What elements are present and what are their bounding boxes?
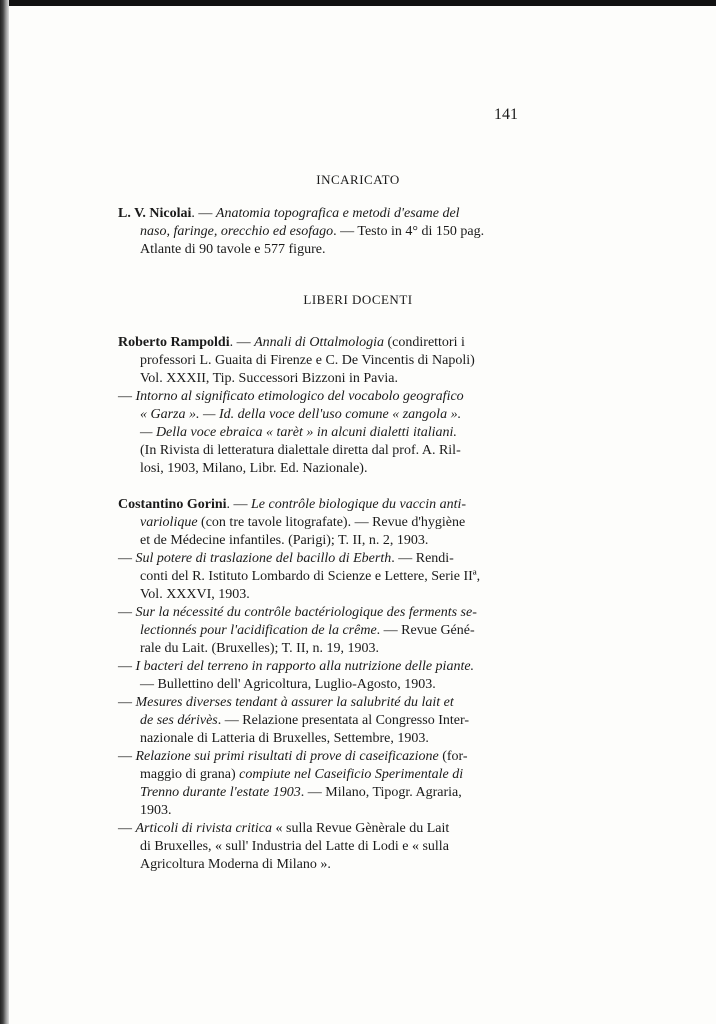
text-segment: di Bruxelles, « sull' Industria del Latte di Lodi e « sulla bbox=[140, 839, 449, 854]
text-segment: — bbox=[118, 551, 136, 566]
text-line bbox=[140, 730, 429, 748]
title-text: I bacteri del terreno in rapporto alla nutrizione delle piante. bbox=[135, 659, 475, 674]
text-segment: . — bbox=[191, 206, 216, 221]
text-line bbox=[140, 424, 457, 442]
text-segment: Vol. XXXII, Tip. Successori Bizzoni in Pavia. bbox=[140, 371, 398, 386]
text-segment: conti del R. Istituto Lombardo di Scienze e Lettere, Serie IIª, bbox=[140, 569, 481, 584]
text-line bbox=[140, 802, 172, 820]
text-segment: professori L. Guaita di Firenze e C. De Vincentis di Napoli) bbox=[140, 353, 475, 368]
text-segment: rale du Lait. (Bruxelles); T. II, n. 19, 1903. bbox=[140, 641, 379, 656]
text-segment: 1903. bbox=[140, 803, 172, 818]
text-line bbox=[140, 856, 331, 874]
title-text: Sur la nécessité du contrôle bactériologique des ferments se- bbox=[135, 605, 477, 620]
title-text: Relazione sui primi risultati di prove di caseificazione bbox=[135, 749, 439, 764]
text-segment: — bbox=[118, 821, 136, 836]
section-heading-liberi-docenti: LIBERI DOCENTI bbox=[303, 292, 413, 307]
text-line bbox=[140, 766, 463, 784]
title-text: Le contrôle biologique du vaccin anti- bbox=[251, 497, 467, 512]
text-line bbox=[118, 550, 454, 568]
text-line bbox=[140, 838, 449, 856]
text-segment: . — Testo in 4° di 150 pag. bbox=[333, 224, 485, 239]
text-line bbox=[140, 370, 398, 388]
title-text: Sul potere di traslazione del bacillo di Eberth bbox=[135, 551, 392, 566]
page-number: 141 bbox=[494, 106, 518, 123]
text-segment: Vol. XXXVI, 1903. bbox=[140, 587, 250, 602]
text-line bbox=[118, 496, 466, 514]
text-segment: — Bullettino dell' Agricoltura, Luglio-Agosto, 1903. bbox=[140, 677, 436, 692]
title-text: Anatomia topografica e metodi d'esame del bbox=[215, 206, 460, 221]
text-segment: — bbox=[118, 695, 136, 710]
text-line bbox=[140, 676, 436, 694]
title-text: naso, faringe, orecchio ed esofago bbox=[140, 224, 334, 239]
text-segment: « sulla Revue Gènèrale du Lait bbox=[272, 821, 450, 836]
title-text: « Garza ». — Id. della voce dell'uso comune « zangola ». bbox=[140, 407, 462, 422]
text-line bbox=[140, 223, 484, 241]
text-segment: — bbox=[118, 749, 136, 764]
text-segment: — bbox=[118, 389, 136, 404]
text-segment: . — Rendi- bbox=[391, 551, 454, 566]
title-text: Articoli di rivista critica bbox=[135, 821, 272, 836]
text-line bbox=[140, 241, 325, 259]
text-segment: (condirettori i bbox=[384, 335, 465, 350]
title-text: Intorno al significato etimologico del vocabolo geografico bbox=[135, 389, 464, 404]
text-segment: . — Relazione presentata al Congresso Inter- bbox=[217, 713, 470, 728]
text-segment: maggio di grana) bbox=[140, 767, 240, 782]
text-segment: nazionale di Latteria di Bruxelles, Settembre, 1903. bbox=[140, 731, 429, 746]
scan-top-border bbox=[0, 0, 716, 6]
author-name: Roberto Rampoldi bbox=[118, 335, 230, 350]
text-segment: . — bbox=[229, 335, 255, 350]
text-line bbox=[140, 622, 475, 640]
text-line bbox=[118, 694, 454, 712]
title-text: lectionnés pour l'acidification de la crême bbox=[140, 623, 377, 638]
text-segment: . — bbox=[226, 497, 252, 512]
title-text: de ses dérivès bbox=[140, 713, 218, 728]
scan-left-edge bbox=[0, 0, 9, 1024]
title-text: — Della voce ebraica « tarèt » in alcuni dialetti italiani. bbox=[140, 425, 457, 440]
text-line bbox=[118, 658, 474, 676]
text-line bbox=[140, 640, 379, 658]
section-heading-incaricato: INCARICATO bbox=[316, 172, 400, 187]
text-segment: . — Revue Géné- bbox=[376, 623, 475, 638]
text-line bbox=[118, 388, 464, 406]
text-line bbox=[140, 352, 475, 370]
text-line bbox=[140, 406, 461, 424]
title-text: Annali di Ottalmologia bbox=[254, 335, 385, 350]
title-text: Trenno durante l'estate 1903 bbox=[140, 785, 301, 800]
text-segment: . — Milano, Tipogr. Agraria, bbox=[300, 785, 462, 800]
text-segment: — bbox=[118, 605, 136, 620]
text-segment: — bbox=[118, 659, 136, 674]
text-line bbox=[140, 442, 461, 460]
text-line bbox=[118, 748, 468, 766]
text-line bbox=[118, 604, 477, 622]
text-line bbox=[140, 586, 250, 604]
title-text: variolique bbox=[140, 515, 198, 530]
text-segment: losi, 1903, Milano, Libr. Ed. Nazionale). bbox=[140, 461, 368, 476]
author-name: L. V. Nicolai bbox=[118, 206, 192, 221]
text-line bbox=[140, 460, 367, 478]
text-line bbox=[140, 568, 480, 586]
text-segment: Atlante di 90 tavole e 577 figure. bbox=[140, 242, 326, 257]
text-segment: (con tre tavole litografate). — Revue d'hygiène bbox=[197, 515, 466, 530]
author-name: Costantino Gorini bbox=[118, 497, 227, 512]
title-text: compiute nel Caseificio Sperimentale di bbox=[239, 767, 464, 782]
text-segment: Agricoltura Moderna di Milano ». bbox=[140, 857, 331, 872]
text-line bbox=[118, 205, 460, 223]
title-text: Mesures diverses tendant à assurer la salubrité du lait et bbox=[135, 695, 454, 710]
text-line bbox=[140, 514, 465, 532]
text-segment: (for- bbox=[438, 749, 468, 764]
text-line bbox=[140, 784, 462, 802]
text-line bbox=[140, 712, 469, 730]
text-segment: (In Rivista di letteratura dialettale diretta dal prof. A. Ril- bbox=[140, 443, 461, 458]
text-line bbox=[118, 820, 449, 838]
text-line bbox=[118, 334, 465, 352]
text-segment: et de Médecine infantiles. (Parigi); T. II, n. 2, 1903. bbox=[140, 533, 429, 548]
text-line bbox=[140, 532, 428, 550]
